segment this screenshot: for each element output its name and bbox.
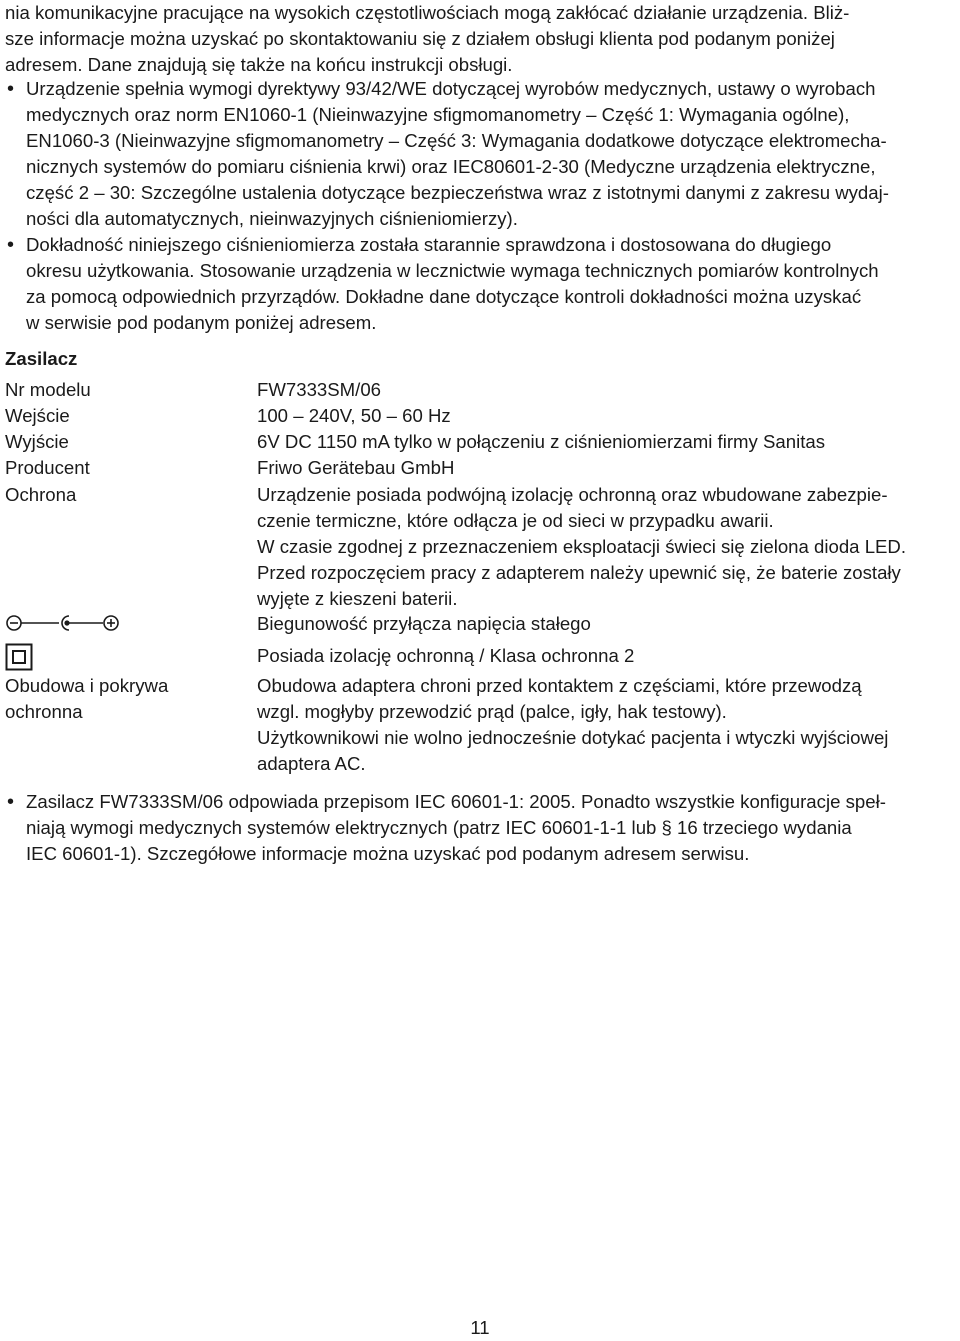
bullet-icon: • xyxy=(7,791,15,813)
bullet-text: Dokładność niniejszego ciśnieniomierza została starannie sprawdzona i dostosowana do długiego okresu użytkowania. Stosowanie urządzenia w lecznictwie wymaga technicznych pomiarów kontrolnych za pomocą odpowiednich przyrządów. Dokładne dane dotyczące kontroli dokładności można uzyskać w serwisie pod podanym poniżej adresem. xyxy=(26,234,879,333)
bullet-icon: • xyxy=(7,78,15,100)
bullet-item-accuracy xyxy=(5,232,955,336)
spec-value-output: 6V DC 1150 mA tylko w połączeniu z ciśnieniomierzami firmy Sanitas xyxy=(257,431,826,452)
spec-label-input: Wejście xyxy=(5,405,70,426)
bullet-text: Urządzenie spełnia wymogi dyrektywy 93/42/WE dotyczącej wyrobów medycznych, ustawy o wyrobach medycznych oraz norm EN1060-1 (Nieinwazyjne sfigmomanometry – Część 1: Wymagania ogólne), EN1060-3 (Nieinwazyjne sfigmomanometry – Część 3: Wymagania dodatkowe dotyczące elektromecha- nicznych systemów do pomiaru ciśnienia krwi) oraz IEC80601-2-30 (Medyczne urządzenia elektryczne, część 2 – 30: Szczególne ustalenia dotyczące bezpieczeństwa wraz z istotnymi danymi z zakresu wydaj- ności dla automatycznych, nieinwazyjnych ciśnieniomierzy). xyxy=(26,78,889,229)
page-number: 11 xyxy=(470,1317,490,1338)
spec-value-insulation: Posiada izolację ochronną / Klasa ochronna 2 xyxy=(257,645,635,666)
spec-value-polarity: Biegunowość przyłącza napięcia stałego xyxy=(257,613,591,634)
bullet-item-directive xyxy=(5,76,955,232)
spec-label-output: Wyjście xyxy=(5,431,69,452)
spec-value-input: 100 – 240V, 50 – 60 Hz xyxy=(257,405,451,426)
class-ii-insulation-icon xyxy=(5,643,33,671)
section-heading: Zasilacz xyxy=(5,348,78,369)
spec-value-protection: Urządzenie posiada podwójną izolację ochronną oraz wbudowane zabezpie- czenie termiczne, które odłącza je od sieci w przypadku awarii. W czasie zgodnej z przeznaczeniem eksploatacji świeci się zielona dioda LED. Przed rozpoczęciem pracy z adapterem należy upewnić się, że baterie zostały wyjęte z kieszeni baterii. xyxy=(257,484,907,609)
spec-label-manufacturer: Producent xyxy=(5,457,90,478)
spec-value-housing: Obudowa adaptera chroni przed kontaktem z częściami, które przewodzą wzgl. mogłyby przewodzić prąd (palce, igły, hak testowy). Użytkownikowi nie wolno jednocześnie dotykać pacjenta i wtyczki wyjściowej adaptera AC. xyxy=(257,675,889,774)
bullet-icon: • xyxy=(7,234,15,256)
intro-paragraph: nia komunikacyjne pracujące na wysokich częstotliwościach mogą zakłócać działanie urządzenia. Bliż- sze informacje można uzyskać po skontaktowaniu się z działem obsługi klienta pod podanym poniżej adresem. Dane znajdują się także na końcu instrukcji obsługi. xyxy=(5,2,850,75)
spec-label-housing: Obudowa i pokrywa ochronna xyxy=(5,675,169,722)
spec-label-model: Nr modelu xyxy=(5,379,91,400)
bullet-item-power-supply xyxy=(5,789,955,867)
spec-label-protection: Ochrona xyxy=(5,484,77,505)
spec-value-manufacturer: Friwo Gerätebau GmbH xyxy=(257,457,455,478)
bullet-text: Zasilacz FW7333SM/06 odpowiada przepisom IEC 60601-1: 2005. Ponadto wszystkie konfiguracje speł- niają wymogi medycznych systemów elektrycznych (patrz IEC 60601-1-1 lub § 16 trzeciego wydania IEC 60601-1). Szczegółowe informacje można uzyskać pod podanym adresem serwisu. xyxy=(26,791,886,864)
spec-value-model: FW7333SM/06 xyxy=(257,379,382,400)
polarity-icon xyxy=(5,611,125,635)
